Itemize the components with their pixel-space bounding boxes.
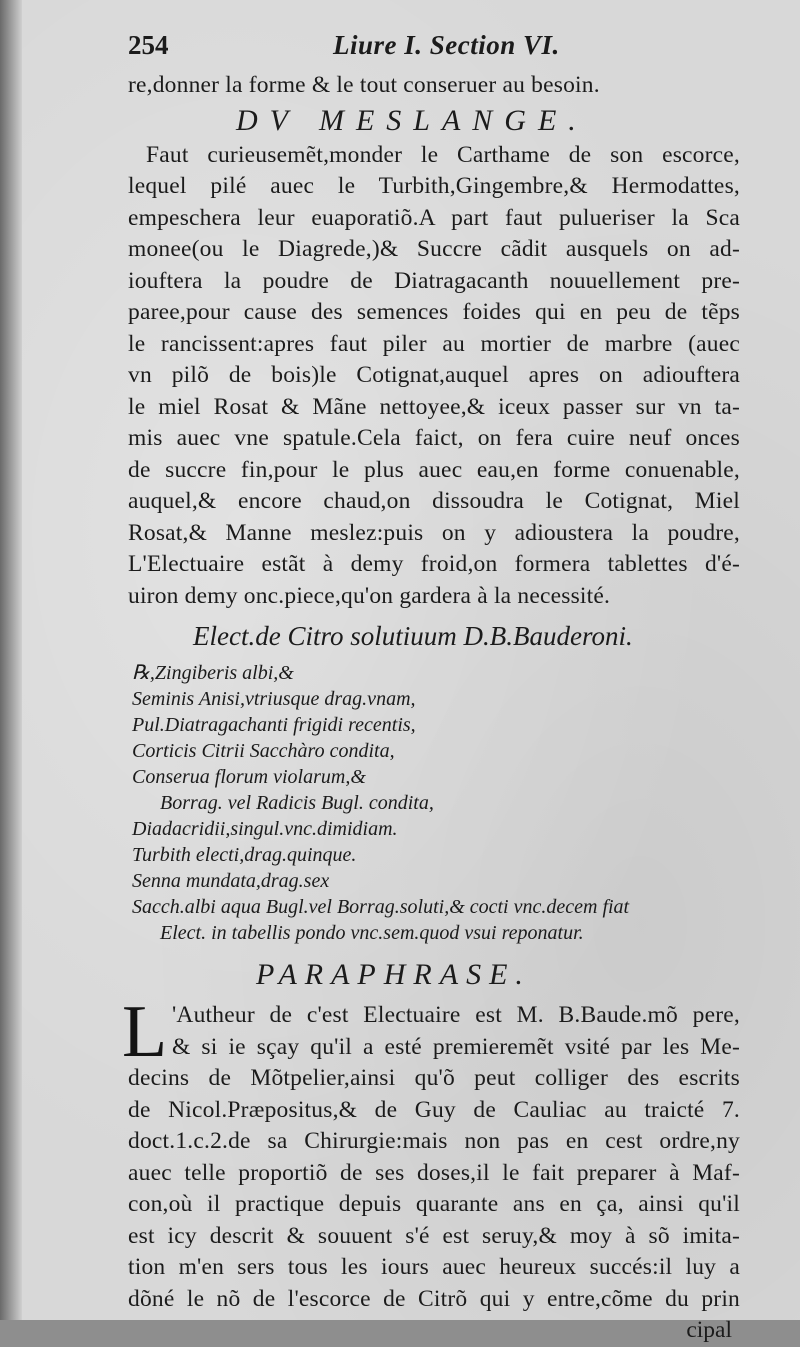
paragraph-paraphrase <box>122 991 740 1315</box>
text-line: de succre fin,pour le plus auec eau,en forme conuenable, <box>128 456 740 483</box>
recipe-list <box>128 660 740 946</box>
text-line: le rancissent:apres faut piler au mortier de marbre (auec <box>128 330 740 357</box>
text-line: mis auec vne spatule.Cela faict, on fera cuire neuf onces <box>128 425 740 451</box>
text-line: auquel,& encore chaud,on dissoudra le Cotignat, Miel <box>128 488 740 514</box>
recipe-line: Elect. in tabellis pondo vnc.sem.quod vsui reponatur. <box>160 922 584 944</box>
recipe-line: Conserua florum violarum,& <box>132 766 366 788</box>
text-line: paree,pour cause des semences foides qui en peu de tẽps <box>128 299 740 325</box>
catchword: cipal <box>686 1317 732 1343</box>
text-line: Rosat,& Manne meslez:puis on y adioustera la poudre, <box>128 519 740 546</box>
drop-cap: L <box>122 991 168 1073</box>
text-line: doct.1.c.2.de sa Chirurgie:mais non pas en cest ordre,ny <box>128 1128 740 1154</box>
text-line: tion m'en sers tous les iours auec heureux succés:il luy a <box>128 1254 740 1280</box>
text-line: & si ie sçay qu'il a esté premieremẽt vsité par les Me- <box>172 1033 740 1060</box>
paragraph-meslange <box>128 140 740 613</box>
running-head: Liure I. Section VI. <box>333 30 560 60</box>
text-line: lequel pilé auec le Turbith,Gingembre,& Hermodattes, <box>128 173 740 199</box>
page-header <box>128 30 740 70</box>
section-title-meslange: DV MESLANGE. <box>236 103 588 137</box>
text-line: uiron demy onc.piece,qu'on gardera à la necessité. <box>128 582 611 609</box>
text-line: re,donner la forme & le tout conseruer au besoin. <box>128 72 600 98</box>
recipe-line: Borrag. vel Radicis Bugl. condita, <box>160 792 434 814</box>
text-line: auec telle proportiõ de ses doses,il le fait preparer à Maf- <box>128 1159 740 1186</box>
recipe-line: ℞,Zingiberis albi,& <box>132 662 294 684</box>
text-line: de Nicol.Præpositus,& de Guy de Cauliac au traicté 7. <box>128 1096 740 1123</box>
section-title-paraphrase: PARAPHRASE. <box>256 958 531 991</box>
text-line: L'Electuaire estãt à demy froid,on formera tablettes d'é- <box>128 551 740 577</box>
text-line: monee(ou le Diagrede,)& Succre cãdit ausquels on ad- <box>128 236 740 262</box>
text-line: dõné le nõ de l'escorce de Citrõ qui y entre,cõme du prin <box>128 1285 740 1312</box>
recipe-line: Corticis Citrii Sacchàro condita, <box>132 740 395 762</box>
text-line: empeschera leur euaporatiõ.A part faut pulueriser la Sca <box>128 204 740 231</box>
binding-shadow <box>0 0 22 1320</box>
recipe-line: Seminis Anisi,vtriusque drag.vnam, <box>132 688 416 710</box>
text-line: iouftera la poudre de Diatragacanth nouuellement pre- <box>128 267 740 294</box>
recipe-title: Elect.de Citro solutiuum D.B.Bauderoni. <box>193 621 633 651</box>
recipe-line: Sacch.albi aqua Bugl.vel Borrag.soluti,& cocti vnc.decem fiat <box>132 896 630 918</box>
recipe-line: Turbith electi,drag.quinque. <box>132 844 357 866</box>
text-line: est icy descrit & souuent s'é est seruy,& moy à sõ imita- <box>128 1222 740 1249</box>
recipe-line: Pul.Diatragachanti frigidi recentis, <box>132 714 416 736</box>
text-line: 'Autheur de c'est Electuaire est M. B.Baude.mõ pere, <box>172 1002 740 1028</box>
text-line: decins de Mõtpelier,ainsi qu'õ peut colliger des escrits <box>128 1065 740 1091</box>
recipe-line: Diadacridii,singul.vnc.dimidiam. <box>132 818 398 840</box>
intro-text <box>128 70 740 102</box>
recipe-line: Senna mundata,drag.sex <box>132 870 330 892</box>
text-line: con,où il practique depuis quarante ans en ça, ainsi qu'il <box>128 1191 740 1217</box>
text-line: le miel Rosat & Mãne nettoyee,& iceux passer sur vn ta- <box>128 393 740 420</box>
text-line: vn pilõ de bois)le Cotignat,auquel apres on adiouftera <box>128 362 740 388</box>
text-line: Faut curieusemẽt,monder le Carthame de son escorce, <box>146 141 740 168</box>
page-number: 254 <box>128 30 169 60</box>
